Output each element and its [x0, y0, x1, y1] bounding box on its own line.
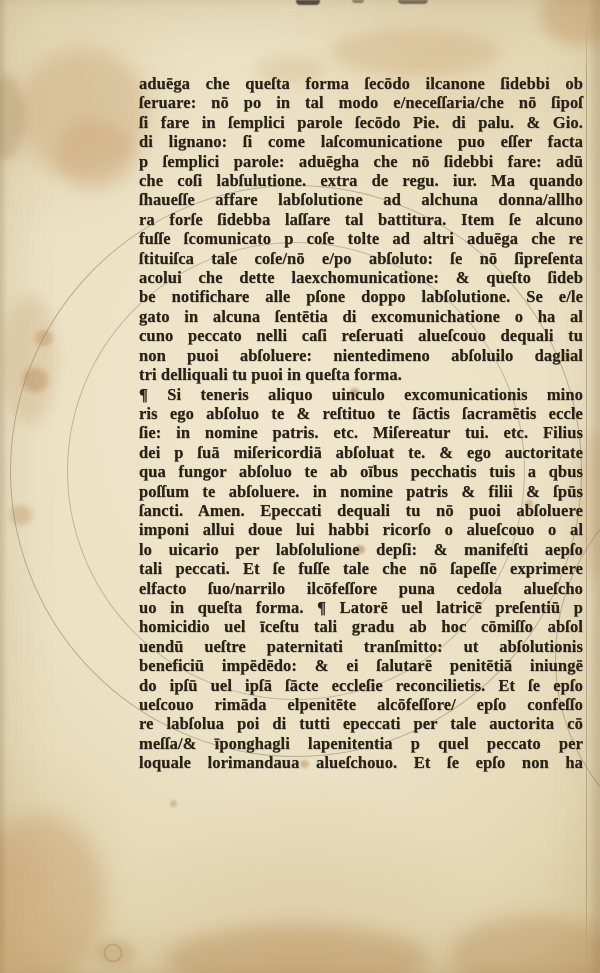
- text-line: imponi allui doue lui habbi ricorſo o alueſcouo o al: [139, 520, 583, 540]
- text-line: re labſolua poi di tutti epeccati per tale auctorita cō: [139, 714, 583, 734]
- top-edge-mark: [352, 0, 364, 3]
- text-line: meſſa/& īponghagli lapenitentia p quel peccato per: [139, 733, 583, 753]
- text-line: ueſcouo rimāda elpenitēte alcōfeſſore/ epſo confeſſo: [139, 695, 583, 714]
- text-line: ris ego abſoluo te & reſtituo te ſāctis ſacramētis eccle: [139, 403, 583, 423]
- stain-spot: [330, 30, 500, 75]
- text-line: gato in alcuna ſentētia di excomunichatione o ha al: [139, 306, 583, 326]
- text-line: p ſemplici parole: aduēgha che nō ſidebbi fare: adū: [139, 151, 583, 171]
- text-line: qua fungor abſoluo te ab oībus pecchatis tuis a qbus: [139, 462, 583, 482]
- text-line: tri delliquali tu puoi in queſta forma.: [139, 365, 402, 385]
- text-line: poſſum te abſoluere. in nomine patris & filii & ſpūs: [139, 481, 583, 501]
- stain-spot: [2, 295, 57, 425]
- edge-shading-right: [587, 0, 600, 973]
- text-line: dei p ſuā miſericordiā abſoluat te. & ego auctoritate: [139, 442, 583, 462]
- text-line: acolui che dette laexchomunicatione: & queſto ſideb: [139, 268, 583, 288]
- text-line: lo uicario per labſolulione depſi: & manifeſti aepſo: [139, 539, 583, 559]
- text-line: ¶ Si teneris aliquo uinculo excomunicationis mino: [139, 384, 583, 404]
- text-line: loquale lorimandaua alueſchouo. Et ſe epſo non ha: [139, 753, 583, 773]
- text-line: ſhaueſſe affare labſolutione ad alchuna donna/allho: [139, 190, 583, 210]
- text-block: [139, 74, 583, 773]
- text-line: tali peccati. Et ſe fuſſe tale che nō ſapeſſe exprimere: [139, 559, 583, 579]
- stain-spot: [22, 368, 48, 392]
- top-edge-mark: [398, 0, 428, 4]
- text-line: ra forſe ſidebba laſſare tal battitura. Item ſe alcuno: [139, 209, 583, 229]
- text-line: aduēga che queſta forma ſecōdo ilcanone ſidebbi ob: [139, 74, 583, 93]
- text-line: ſie: in nomine patris. etc. Miſereatur tui. etc. Filius: [139, 423, 583, 443]
- text-line: ſancti. Amen. Epeccati dequali tu nō puoi abſoluere: [139, 500, 583, 520]
- text-line: uendū ueſtre paternitati tranſmitto: ut abſolutionis: [139, 636, 583, 656]
- ring-stain: [104, 944, 122, 962]
- stain-spot: [55, 120, 135, 190]
- stain-spot: [165, 925, 430, 973]
- text-line: che coſi labſulutione. extra de regu. iur. Ma quando: [139, 171, 583, 191]
- text-line: homicidio uel īceſtu tali gradu ab hoc cōmiſſo abſol: [139, 617, 583, 637]
- text-line: non puoi abſoluere: nientedimeno abſoluilo daglial: [139, 345, 583, 365]
- text-line: ſi fare in ſemplici parole ſecōdo Pie. di palu. & Gio.: [139, 112, 583, 132]
- stain-spot: [10, 505, 32, 525]
- text-line: do ipſū uel ipſā ſācte eccleſie reconcilietis. Et ſe epſo: [139, 675, 583, 695]
- edge-shading-left: [0, 0, 7, 973]
- text-line: be notifichare alle pſone doppo labſolutione. Se e/le: [139, 287, 583, 307]
- text-line: beneficiū impēdēdo: & ei ſalutarē penitētiā iniungē: [139, 656, 583, 676]
- stain-spot: [0, 815, 105, 973]
- text-line: ſeruare: nō po in tal modo e/neceſſaria/che nō ſipoſ: [139, 93, 583, 113]
- text-line: di lignano: ſi come laſcomunicatione puo eſſer facta: [139, 132, 583, 152]
- top-edge-mark: [296, 0, 320, 5]
- text-line: cuno peccato nelli caſi reſeruati alueſcouo dequali tu: [139, 326, 583, 346]
- ink-speck: [170, 800, 177, 807]
- text-line: ſtituiſca tale coſe/nō e/po abſoluto: ſe nō ſipreſenta: [139, 248, 583, 268]
- stain-spot: [450, 915, 600, 973]
- stain-spot: [35, 330, 53, 346]
- text-line: uo in queſta forma. ¶ Latorē uel latricē preſentiū p: [139, 597, 583, 617]
- text-line: elfacto ſuo/narrilo ilcōfeſſore puna cedola alueſcho: [139, 578, 583, 598]
- text-line: fuſſe ſcomunicato p coſe tolte ad altri aduēga che re: [139, 229, 583, 249]
